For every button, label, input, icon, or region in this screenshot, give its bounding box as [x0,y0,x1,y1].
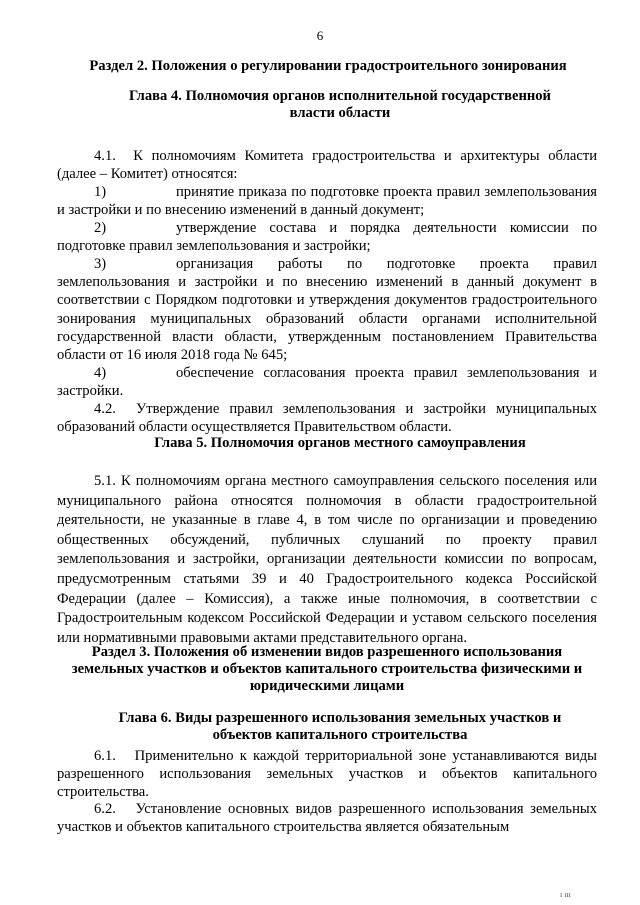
chapter-6-title-line2: объектов капитального строительства [212,727,468,743]
list-text: организация работы по подготовке проекта правил землепользования и застройки и по внесению изменений в данный документ в соответствии с Порядком подготовки и утверждения документов градостроительного зонирования муниципальных образований области органами исполнительной государственной власти области, утвержденным постановлением Правительства области от 16 июля 2018 года № 645; [57,256,597,364]
chapter-6-title [100,710,580,744]
clause-4-1 [57,147,597,183]
page-number: 6 [316,28,324,43]
clause-number: 5.1. [94,473,116,489]
section-3-title-line3: юридическими лицами [249,678,405,694]
list-number: 1) [94,184,107,200]
clause-text: Установление основных видов разрешенного использования земельных участков и объектов капитального строительства является обязательным [57,801,597,836]
list-item-2 [57,219,597,255]
clause-text: К полномочиям Комитета градостроительства и архитектуры области (далее – Комитет) относятся: [57,148,598,183]
chapter-5-title: Глава 5. Полномочия органов местного самоуправления [154,435,526,451]
clause-number: 6.1. [94,748,116,764]
chapter-4-title [120,88,560,122]
list-text: утверждение состава и порядка деятельности комиссии по подготовке правил землепользования и застройки; [57,220,597,255]
chapter-4-title-line1: Глава 4. Полномочия органов исполнительной государственной [129,88,551,104]
section-2-title: Раздел 2. Положения о регулировании градостроительного зонирования [89,58,567,74]
list-number: 4) [94,365,107,381]
section-3-title-line2: земельных участков и объектов капитального строительства физическими и [71,661,583,677]
list-number: 3) [94,256,107,272]
clause-4-2 [57,400,597,436]
clause-text: Применительно к каждой территориальной зоне устанавливаются виды разрешенного использования земельных участков и объектов капитального строительства. [57,748,597,801]
section-3-title-line1: Раздел 3. Положения об изменении видов разрешенного использования [91,644,563,660]
list-item-1 [57,183,597,219]
clause-number: 4.1. [94,148,116,164]
list-number: 2) [94,220,107,236]
list-text: обеспечение согласования проекта правил землепользования и застройки. [57,365,597,400]
clause-5-1 [57,472,597,648]
clause-number: 4.2. [94,401,116,417]
list-item-3 [57,255,597,364]
chapter-6-title-line1: Глава 6. Виды разрешенного использования земельных участков и [118,710,562,726]
chapter-4-title-line2: власти области [289,105,391,121]
clause-text: К полномочиям органа местного самоуправления сельского поселения или муниципального района относятся полномочия в области градостроительной деятельности, не указанные в главе 4, в том числе по организации и проведению общественных обсуждений, публичных слушаний по проекту правил землепользования и застройки, организации деятельности комиссии по вопросам, предусмотренным статьями 39 и 40 Градостроительного кодекса Российской Федерации (далее – Комиссия), а также иные полномочия, в соответствии с Градостроительным кодексом Российской Федерации и уставом сельского поселения или нормативными правовыми актами представительного органа. [57,473,598,646]
clause-6-2 [57,800,597,836]
scan-corner-mark: ı ııı [560,890,571,899]
clause-6-1 [57,747,597,802]
clause-text: Утверждение правил землепользования и застройки муниципальных образований области осуществляется Правительством области. [57,401,597,436]
section-3-title [57,644,597,695]
clause-number: 6.2. [94,801,116,817]
list-text: принятие приказа по подготовке проекта правил землепользования и застройки и по внесению изменений в данный документ; [57,184,597,219]
list-item-4 [57,364,597,400]
